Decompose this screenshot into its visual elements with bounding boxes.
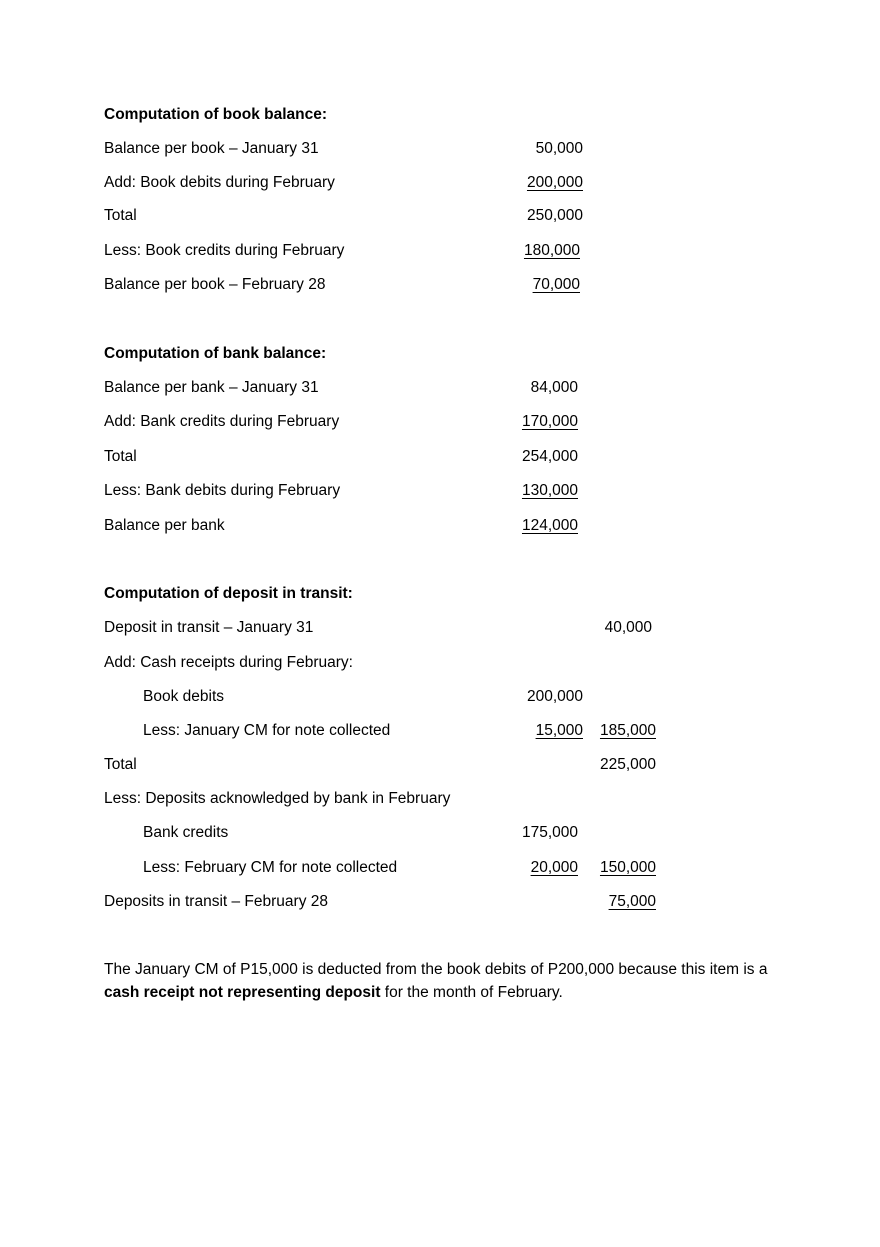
table-row: [0, 137, 880, 161]
row-amount-total: 75,000: [608, 893, 656, 910]
explanation-text-2: for the month of February.: [380, 984, 563, 1001]
row-label: Total: [104, 448, 137, 465]
table-row: [0, 273, 880, 297]
table-row: [0, 479, 880, 503]
row-amount: 200,000: [526, 174, 583, 191]
row-amount: 20,000: [530, 859, 578, 876]
row-label: Balance per book – January 31: [104, 140, 319, 157]
row-label: Add: Cash receipts during February:: [104, 654, 353, 671]
row-label: Less: February CM for note collected: [143, 859, 398, 876]
row-label: Less: January CM for note collected: [143, 722, 391, 739]
table-row: [0, 616, 880, 640]
table-row: [0, 821, 880, 845]
table-row: [0, 856, 880, 880]
row-label: Balance per bank: [104, 517, 225, 534]
row-label: Bank credits: [143, 824, 229, 841]
row-label: Balance per book – February 28: [104, 276, 326, 293]
table-row: [0, 239, 880, 263]
row-amount: 70,000: [532, 276, 580, 293]
row-amount: 130,000: [521, 482, 578, 499]
row-amount-total: 225,000: [599, 756, 656, 773]
table-row: [0, 753, 880, 777]
row-amount: 124,000: [521, 517, 578, 534]
row-label: Add: Bank credits during February: [104, 413, 340, 430]
table-row: [0, 685, 880, 709]
row-label: Balance per bank – January 31: [104, 379, 319, 396]
table-row: [0, 890, 880, 914]
row-label: Add: Book debits during February: [104, 174, 335, 191]
row-amount-total: 185,000: [599, 722, 656, 739]
row-amount: 254,000: [521, 448, 578, 465]
row-label: Deposit in transit – January 31: [104, 619, 314, 636]
row-label: Less: Deposits acknowledged by bank in February: [104, 790, 451, 807]
deposit-in-transit-heading: Computation of deposit in transit:: [104, 585, 353, 602]
table-row: [0, 787, 880, 811]
row-amount: 50,000: [535, 140, 583, 157]
table-row: [0, 410, 880, 434]
row-label: Less: Book credits during February: [104, 242, 345, 259]
row-amount-total: 40,000: [604, 619, 652, 636]
table-row: [0, 171, 880, 195]
row-label: Less: Bank debits during February: [104, 482, 341, 499]
explanation-text-1: The January CM of P15,000 is deducted from the book debits of P200,000 because this item is a: [104, 961, 768, 978]
book-balance-heading-row: [0, 103, 880, 127]
row-amount: 15,000: [535, 722, 583, 739]
table-row: [0, 651, 880, 675]
explanation-paragraph: [104, 958, 794, 1004]
row-amount: 175,000: [521, 824, 578, 841]
table-row: [0, 445, 880, 469]
row-label: Total: [104, 756, 137, 773]
bank-balance-heading-row: [0, 342, 880, 366]
row-amount-total: 150,000: [599, 859, 656, 876]
explanation-emphasis: cash receipt not representing deposit: [104, 984, 381, 1001]
row-label: Deposits in transit – February 28: [104, 893, 328, 910]
deposit-in-transit-heading-row: [0, 582, 880, 606]
row-amount: 170,000: [521, 413, 578, 430]
row-amount: 200,000: [526, 688, 583, 705]
book-balance-heading: Computation of book balance:: [104, 106, 328, 123]
bank-balance-heading: Computation of bank balance:: [104, 345, 327, 362]
table-row: [0, 719, 880, 743]
row-amount: 250,000: [526, 207, 583, 224]
row-amount: 84,000: [530, 379, 578, 396]
table-row: [0, 376, 880, 400]
table-row: [0, 514, 880, 538]
row-amount: 180,000: [523, 242, 580, 259]
row-label: Total: [104, 207, 137, 224]
table-row: [0, 204, 880, 228]
row-label: Book debits: [143, 688, 224, 705]
